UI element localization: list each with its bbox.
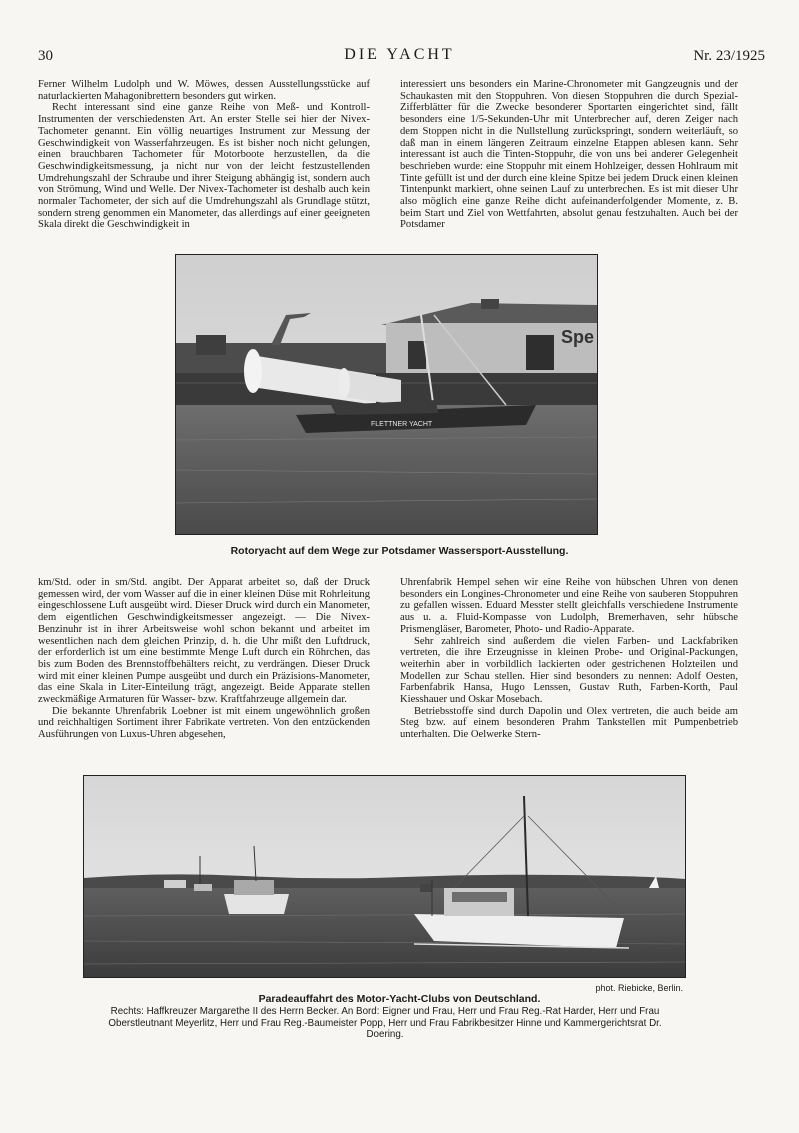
- paragraph: km/Std. oder in sm/Std. angibt. Der Apparat arbeitet so, daß der Druck gemessen wird, der vom Wasser auf die in einer kleinen Düse mit Rohrleitung eingeschlossene Luft ausgeübt wird. Dieser Druck wird durch ein Manometer, dem eigentlichen Geschwindigkeitsmesser angezeigt. — Die Nivex-Benzinuhr ist in ihrer Arbeitsweise wohl schon bekannt und arbeitet im wesentlichen nach dem gleichen Prinzip, d. h. die Uhr mißt den Luftdruck, der erforderlich ist um eine bestimmte Menge Luft durch ein Röhrchen, das bis zum Boden des Brennstoffbehälters reicht, zu verdrängen. Dieser Druck wird mit einer kleinen Pumpe ausgeübt und durch ein Präzisions-Manometer, das eine Skala in Liter-Einteilung trägt, angezeigt. Beide Apparate stellen zweckmäßige Armaturen für Wasser- bzw. Kraftfahrzeuge allgemein dar.: [38, 577, 370, 706]
- column-top-left: [38, 79, 370, 231]
- column-middle-left: [38, 577, 370, 741]
- paragraph: Recht interessant sind eine ganze Reihe von Meß- und Kontroll-Instrumenten der verschiedensten Art. An erster Stelle sei hier der Nivex-Tachometer genannt. Ein völlig neuartiges Instrument zur Messung der Geschwindigkeit von Wasserfahrzeugen. Es ist bisher noch nicht gelungen, einen brauchbaren Tachometer für Motorboote herzustellen, da die Geschwindigkeitsmessung, ja nicht nur von der leicht festzustellenden Umdrehungszahl der Schraube und ihrer Steigung abhängig ist, sondern auch von Strömung, Wind und Welle. Der Nivex-Tachometer ist deshalb auch kein normaler Tachometer, der sich auf die Umdrehungszahl als Grundlage stützt, sondern streng genommen ein Manometer, das allerdings auf einer geeigneten Skala direkt die Geschwindigkeit in: [38, 102, 370, 231]
- hull-lettering: FLETTNER YACHT: [371, 421, 433, 428]
- issue-number: Nr. 23/1925: [693, 48, 765, 64]
- page-number: 30: [38, 48, 53, 64]
- photo-motor-yacht-parade: [83, 775, 686, 978]
- paragraph: Die bekannte Uhrenfabrik Loebner ist mit einem ungewöhnlich großen und reichhaltigen Sortiment ihrer Fabrikate vertreten. Von den entzückenden Ausführungen von Luxus-Uhren abgesehen,: [38, 705, 370, 741]
- photo-caption-title: Paradeauffahrt des Motor-Yacht-Clubs von Deutschland.: [258, 993, 541, 1005]
- paragraph: interessiert uns besonders ein Marine-Chronometer mit Gangzeugnis und der Schaukasten mit den Stoppuhren. Von diesen Stoppuhren die durch Spezial-Zifferblätter für die Zwecke besonderer Sportarten eingerichtet sind, fällt besonders eine 1/5-Sekunden-Uhr mit Unterbrecher auf, deren Zeiger nach dem Stoppen nicht in die Nullstellung zurückspringt, sondern weiterläuft, so daß man in einem längeren Zeitraum einzelne Etappen ablesen kann. Sehr interessant ist auch die Tinten-Stoppuhr, die von uns bei anderer Gelegenheit beschrieben wurde: eine Stoppuhr mit einem Hohlzeiger, dessen Hohlraum mit Tinte gefüllt ist und der durch eine kleine Spitze bei jedem Druck einen kleinen Tintenpunkt markiert, ohne seinen Lauf zu unterbrechen. Es ist mit dieser Uhr also möglich eine ganze Reihe dicht aufeinanderfolgender Momente, z. B. beim Start und Ziel von Wettfahrten, absolut genau festzuhalten. Auch bei der Potsdamer: [400, 79, 738, 231]
- column-middle-right: [400, 577, 738, 741]
- photo-caption-rotor-yacht: Rotoryacht auf dem Wege zur Potsdamer Wassersport-Ausstellung.: [230, 545, 569, 557]
- photo-rotor-yacht: [175, 254, 598, 535]
- photo-caption-body: Rechts: Haffkreuzer Margarethe II des Herrn Becker. An Bord: Eigner und Frau, Herr und Frau Reg.-Rat Harder, Herr und Frau Oberstleutnant Meyerlitz, Herr und Frau Reg.-Baumeister Popp, Herr und Frau Fabrikbesitzer Hinne und Kammergerichtsrat Dr. Doering.: [108, 1006, 662, 1040]
- photo-credit: phot. Riebicke, Berlin.: [595, 983, 683, 993]
- column-top-right: [400, 79, 738, 231]
- building-sign: Spe: [561, 327, 595, 347]
- paragraph: Uhrenfabrik Hempel sehen wir eine Reihe von hübschen Uhren von denen besonders ein Longines-Chronometer und eine Reihe von sauberen Stoppuhren zu gefallen wissen. Eduard Messter stellt gleichfalls verschiedene Instrumente aus u. a. Fluid-Kompasse von Ludolph, Bremerhaven, sehr hübsche Prismengläser, Barometer, Photo- und Radio-Apparate.: [400, 577, 738, 635]
- magazine-title: DIE YACHT: [344, 46, 455, 63]
- paragraph: Sehr zahlreich sind außerdem die vielen Farben- und Lackfabriken vertreten, die ihre Erzeugnisse in kleinen Probe- und Original-Packungen, weiterhin aber in vorbildlich lackierten oder gestrichenen Holzteilen und Modellen zur Schau stellen. Hier sind besonders zu nennen: Adolf Oesten, Farbenfabrik Hansa, Hugo Lenssen, Gustav Ruth, Farben-Korth, Paul Kiesshauer und Oskar Mosebach.: [400, 635, 738, 706]
- paragraph: Betriebsstoffe sind durch Dapolin und Olex vertreten, die auch beide am Steg bzw. auf einem besonderen Prahm Tankstellen mit Pumpenbetrieb unterhalten. Die Oelwerke Stern-: [400, 705, 738, 741]
- paragraph: Ferner Wilhelm Ludolph und W. Möwes, dessen Ausstellungsstücke auf naturlackierten Mahagonibrettern besonders gut wirken.: [38, 79, 370, 102]
